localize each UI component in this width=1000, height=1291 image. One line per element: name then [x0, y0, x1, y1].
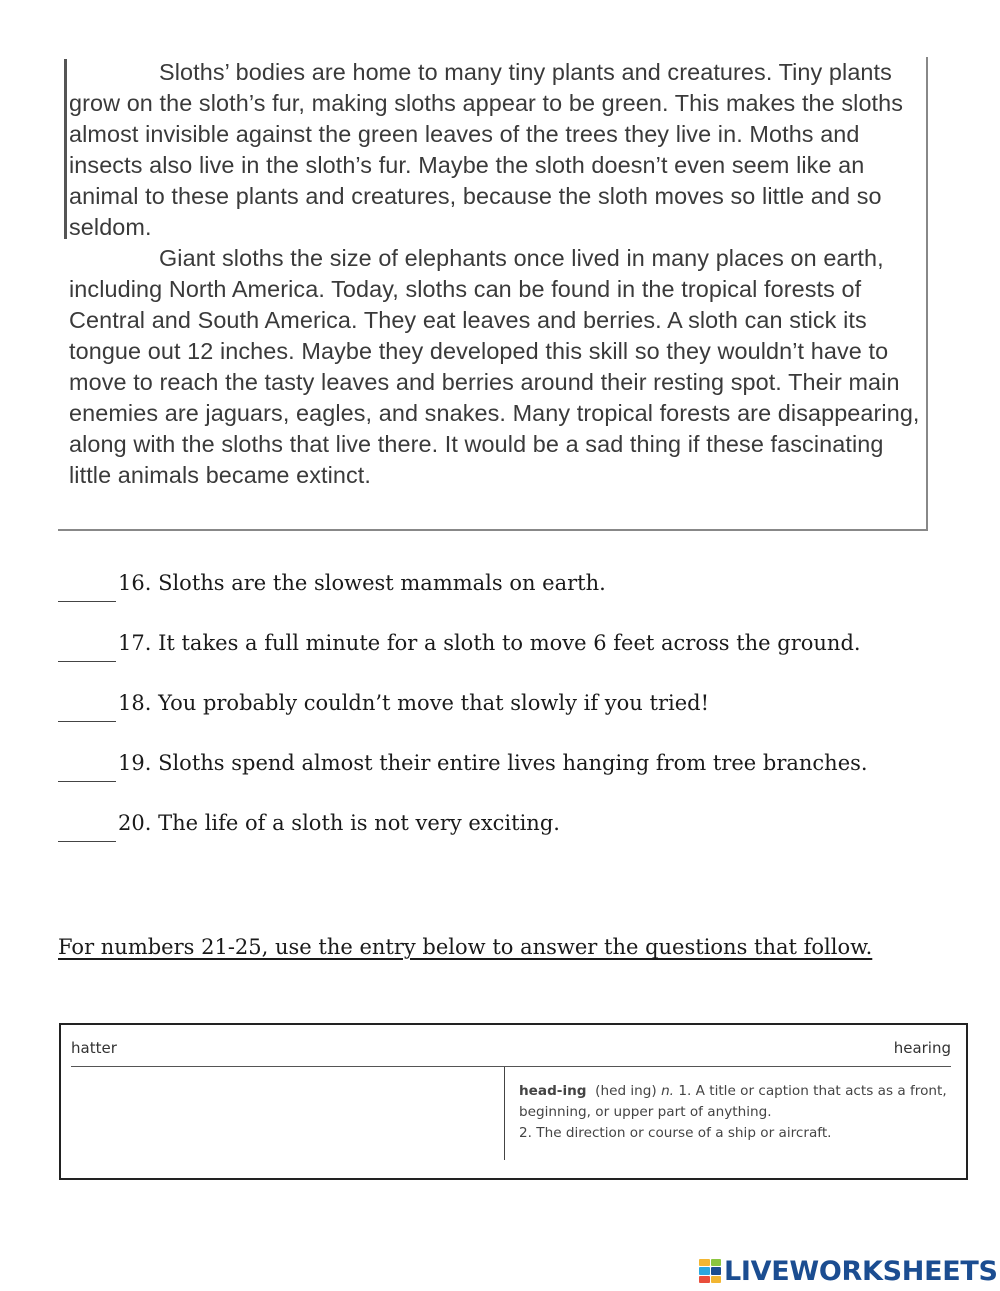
- guide-word-left: hatter: [71, 1039, 117, 1057]
- logo-tile-1: [699, 1259, 710, 1266]
- guide-word-right: hearing: [893, 1039, 951, 1057]
- question-20: [58, 808, 938, 838]
- guide-word-rule: [71, 1066, 951, 1067]
- answer-blank-20[interactable]: [58, 815, 116, 842]
- question-text-19: 19. Sloths spend almost their entire lives hanging from tree branches.: [118, 751, 868, 775]
- question-18: [58, 688, 938, 718]
- passage-paragraph-2: Giant sloths the size of elephants once lived in many places on earth, including North America. Today, sloths can be found in the tropical forests of Central and South America. They eat leaves and berries. A sloth can stick its tongue out 12 inches. Maybe they developed this skill so they wouldn’t have to move to reach the tasty leaves and berries around their resting spot. Their main enemies are jaguars, eagles, and snakes. Many tropical forests are disappearing, along with the sloths that live there. It would be a sad thing if these fascinating little animals became extinct.: [69, 245, 920, 488]
- entry-pronunciation: (hed ing): [595, 1083, 657, 1099]
- answer-blank-19[interactable]: [58, 755, 116, 782]
- question-list: [58, 568, 938, 838]
- logo-tile-6: [711, 1276, 722, 1283]
- reading-passage: [58, 57, 928, 531]
- logo-text: LIVEWORKSHEETS: [724, 1255, 998, 1287]
- logo-tile-5: [699, 1276, 710, 1283]
- answer-blank-17[interactable]: [58, 635, 116, 662]
- passage-left-bar: [64, 59, 67, 239]
- liveworksheets-logo[interactable]: [699, 1256, 998, 1286]
- entry-headword: head-ing: [519, 1083, 587, 1099]
- instruction-text: For numbers 21-25, use the entry below to answer the questions that follow.: [58, 935, 873, 959]
- question-16: [58, 568, 938, 598]
- entry-definition-1: 1. A title or caption that acts as a front, beginning, or upper part of anything.: [519, 1083, 947, 1120]
- logo-tile-4: [711, 1267, 722, 1274]
- question-text-16: 16. Sloths are the slowest mammals on earth.: [118, 571, 606, 595]
- passage-paragraph-1: Sloths’ bodies are home to many tiny plants and creatures. Tiny plants grow on the sloth’s fur, making sloths appear to be green. This makes the sloths almost invisible against the green leaves of the trees they live in. Moths and insects also live in the sloth’s fur. Maybe the sloth doesn’t even seem like an animal to these plants and creatures, because the sloth moves so little and so seldom.: [69, 59, 904, 240]
- dictionary-entry-box: [59, 1023, 968, 1180]
- answer-blank-18[interactable]: [58, 695, 116, 722]
- answer-blank-16[interactable]: [58, 575, 116, 602]
- entry-definition-2: 2. The direction or course of a ship or aircraft.: [519, 1125, 832, 1141]
- question-text-20: 20. The life of a sloth is not very exciting.: [118, 811, 560, 835]
- question-19: [58, 748, 938, 778]
- logo-tile-3: [699, 1267, 710, 1274]
- dictionary-entry: [519, 1081, 959, 1144]
- question-text-18: 18. You probably couldn’t move that slowly if you tried!: [118, 691, 710, 715]
- passage-text: [69, 57, 921, 491]
- column-divider: [504, 1067, 505, 1160]
- question-text-17: 17. It takes a full minute for a sloth to move 6 feet across the ground.: [118, 631, 861, 655]
- liveworksheets-logo-icon: [699, 1259, 721, 1283]
- entry-part-of-speech: n.: [661, 1083, 674, 1099]
- question-17: [58, 628, 938, 658]
- logo-tile-2: [711, 1259, 722, 1266]
